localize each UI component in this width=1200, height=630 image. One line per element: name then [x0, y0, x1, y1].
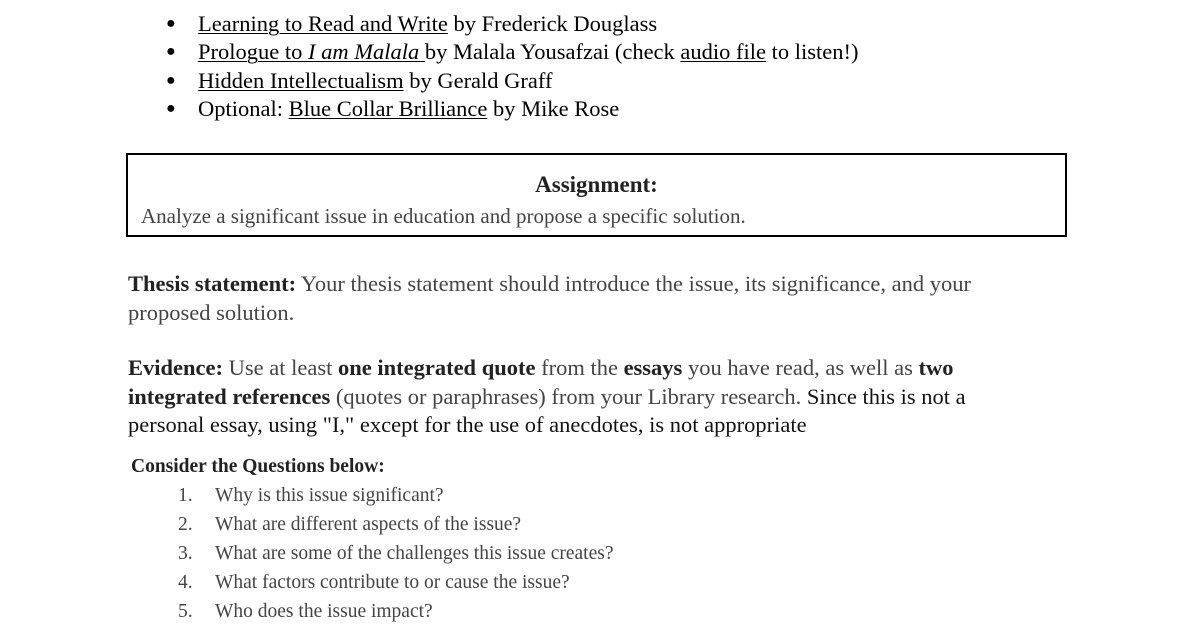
assignment-title: Assignment: — [535, 172, 658, 197]
list-item — [178, 568, 614, 597]
question-text: Why is this issue significant? — [215, 485, 444, 506]
reading-list — [164, 10, 859, 123]
reading-note: to listen!) — [766, 39, 859, 65]
list-item — [178, 539, 614, 568]
evidence-label: Evidence: — [128, 355, 223, 380]
thesis-paragraph — [128, 270, 1028, 327]
reading-prefix: Optional: — [198, 95, 289, 121]
evidence-text: from the — [535, 355, 624, 380]
thesis-label: Thesis statement: — [128, 271, 297, 296]
question-text: What are different aspects of the issue? — [215, 514, 522, 535]
evidence-paragraph — [128, 354, 1028, 440]
reading-link-text: Prologue to — [198, 39, 308, 65]
evidence-emphasis: two integrated references — [128, 355, 954, 409]
question-number: 4. — [178, 572, 193, 593]
reading-link-douglass[interactable]: Learning to Read and Write — [198, 11, 448, 36]
question-text: What factors contribute to or cause the issue? — [215, 572, 570, 593]
reading-link-italic: I am Malala — [308, 39, 425, 65]
evidence-text: Use at least — [223, 355, 338, 380]
bullet-icon: ● — [166, 43, 176, 61]
list-item — [164, 67, 859, 95]
bullet-icon: ● — [166, 15, 176, 32]
evidence-text: (quotes or paraphrases) from your Library research. — [330, 383, 807, 409]
assignment-box — [126, 153, 1067, 237]
question-number: 3. — [178, 543, 193, 564]
list-item — [178, 510, 614, 539]
question-text: What are some of the challenges this issue creates? — [215, 543, 614, 564]
question-number: 2. — [178, 514, 193, 535]
list-item — [164, 95, 859, 123]
reading-author: by Malala Yousafzai (check — [424, 39, 681, 65]
list-item — [164, 38, 859, 66]
reading-author: by Frederick Douglass — [447, 11, 658, 36]
evidence-emphasis: essays — [623, 355, 683, 380]
question-text: Who does the issue impact? — [215, 601, 433, 622]
bullet-icon: ● — [166, 71, 176, 89]
assignment-text: Analyze a significant issue in education and propose a specific solution. — [141, 204, 746, 228]
reading-author: by Gerald Graff — [403, 67, 553, 93]
questions-list — [178, 481, 614, 626]
reading-link-malala[interactable] — [198, 39, 425, 64]
question-number: 5. — [178, 601, 193, 622]
bullet-icon: ● — [166, 99, 176, 117]
reading-author: by Mike Rose — [487, 95, 620, 121]
evidence-text: Since this is not a personal essay, using "I," except for the use of anecdotes, is not appropriate — [128, 383, 966, 437]
evidence-text: you have read, as well as — [682, 355, 919, 380]
reading-link-graff[interactable]: Hidden Intellectualism — [198, 67, 404, 93]
list-item — [178, 481, 614, 510]
questions-heading: Consider the Questions below: — [131, 456, 385, 477]
list-item — [178, 597, 614, 626]
question-number: 1. — [178, 485, 193, 506]
list-item — [164, 10, 859, 38]
thesis-text: Your thesis statement should introduce the issue, its significance, and your proposed solution. — [128, 271, 972, 325]
evidence-emphasis: one integrated quote — [337, 355, 536, 380]
audio-file-link[interactable]: audio file — [680, 39, 767, 65]
reading-link-rose[interactable]: Blue Collar Brilliance — [288, 95, 488, 121]
